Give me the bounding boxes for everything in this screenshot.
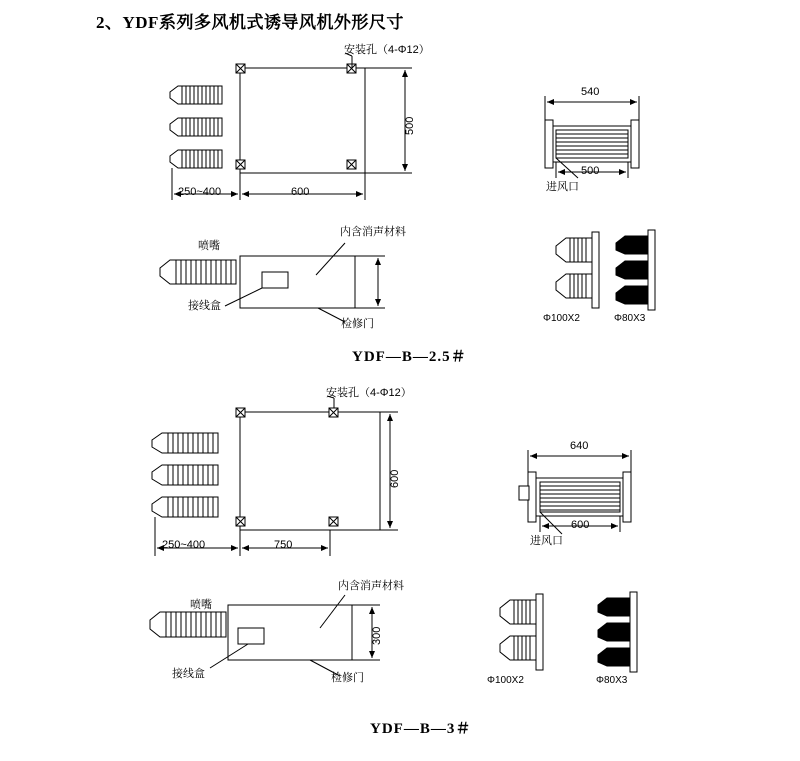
front-height-dim-2: 600 [389,469,401,488]
inlet-label-1: 进风口 [546,181,579,193]
nozzle-label-1: 喷嘴 [198,240,220,252]
page-title: 2、YDF系列多风机式诱导风机外形尺寸 [96,13,404,32]
access-door-label-1: 检修门 [341,318,374,330]
inlet-bottom-dim-1: 500 [581,165,600,177]
inlet-label-2: 进风口 [530,535,563,547]
nozzle-length-dim-2: 250~400 [162,539,206,551]
nozzle-label-2: 喷嘴 [190,599,212,611]
model-label-1: YDF—B—2.5＃ [352,349,467,365]
front-width-dim-2: 750 [274,539,293,551]
nozzle-group-label-2b: Φ80X3 [596,675,628,686]
sound-material-label-2: 内含消声材料 [338,580,404,592]
junction-box-label-2: 接线盒 [172,668,205,680]
nozzle-group-label-2a: Φ100X2 [487,675,524,686]
mount-hole-label-1: 安装孔（4-Φ12） [344,44,430,56]
junction-box-label-1: 接线盒 [188,300,221,312]
front-height-dim-1: 500 [404,116,416,135]
side-height-dim-2: 300 [371,626,383,645]
front-width-dim-1: 600 [291,186,310,198]
model-label-2: YDF—B—3＃ [370,721,472,737]
nozzle-length-dim-1: 250~400 [178,186,222,198]
nozzle-group-label-1b: Φ80X3 [614,313,646,324]
access-door-label-2: 检修门 [331,672,364,684]
mount-hole-label-2: 安装孔（4-Φ12） [326,387,412,399]
inlet-bottom-dim-2: 600 [571,519,590,531]
inlet-top-dim-1: 540 [581,86,600,98]
inlet-top-dim-2: 640 [570,440,589,452]
nozzle-group-label-1a: Φ100X2 [543,313,580,324]
sound-material-label-1: 内含消声材料 [340,226,406,238]
